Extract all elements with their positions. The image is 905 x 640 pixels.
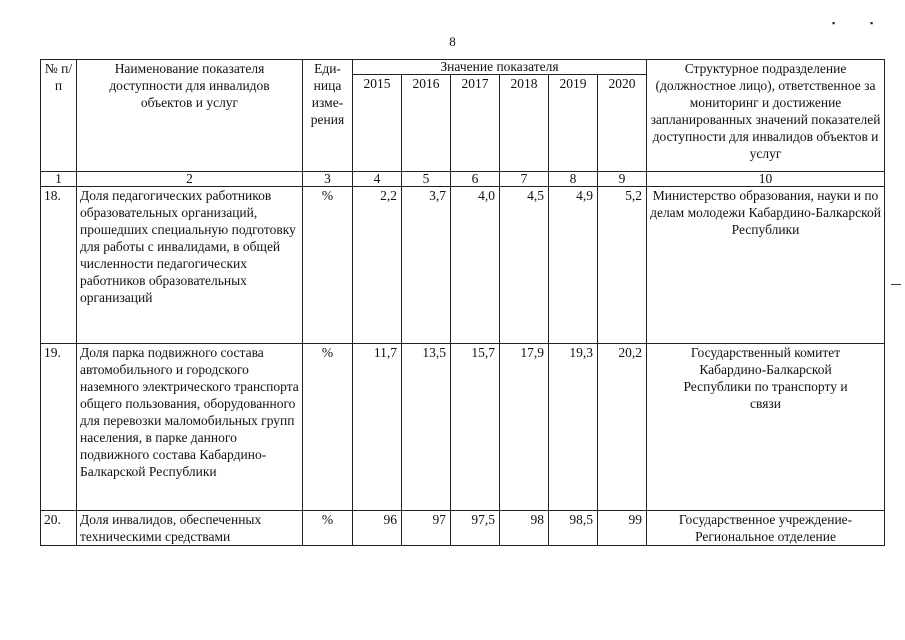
scan-speck-mark: ▪	[832, 18, 836, 28]
row-unit-cell: %	[303, 187, 353, 344]
row-value-cell: 13,5	[402, 344, 451, 511]
column-number-row	[41, 172, 885, 187]
row-value-cell: 17,9	[500, 344, 549, 511]
row-value-cell: 2,2	[353, 187, 402, 344]
column-number-cell: 5	[402, 172, 451, 187]
row-num-cell: 19.	[41, 344, 77, 511]
header-responsible-cell: Структурное подразделение (должностное лицо), ответственное за мониторинг и достижение запланированных значений показателей доступности для инвалидов объектов и услуг	[647, 60, 885, 172]
column-number-cell: 2	[77, 172, 303, 187]
row-value-cell: 15,7	[451, 344, 500, 511]
header-unit-line: изме-	[311, 95, 344, 110]
margin-dash-mark	[891, 284, 901, 285]
row-responsible-cell: Государственное учреждение-Региональное отделение	[647, 511, 885, 546]
row-value-cell: 4,5	[500, 187, 549, 344]
header-year-cell: 2015	[353, 75, 402, 172]
row-name-cell: Доля парка подвижного состава автомобильного и городского наземного электрического транспорта общего пользования, оборудованного для перевозки маломобильных групп населения, в парке данного подвижного состава Кабардино-Балкарской Республики	[77, 344, 303, 511]
row-num-cell: 20.	[41, 511, 77, 546]
row-name-cell: Доля инвалидов, обеспеченных техническими средствами	[77, 511, 303, 546]
row-value-cell: 11,7	[353, 344, 402, 511]
column-number-cell: 1	[41, 172, 77, 187]
row-name-cell: Доля педагогических работников образовательных организаций, прошедших специальную подготовку для работы с инвалидами, в общей численности педагогических работников образовательных организаций	[77, 187, 303, 344]
indicators-table	[40, 59, 885, 546]
header-num-cell: № п/п	[41, 60, 77, 172]
row-value-cell: 98	[500, 511, 549, 546]
row-num-cell: 18.	[41, 187, 77, 344]
column-number-cell: 7	[500, 172, 549, 187]
row-value-cell: 4,0	[451, 187, 500, 344]
row-unit-cell: %	[303, 344, 353, 511]
column-number-cell: 9	[598, 172, 647, 187]
column-number-cell: 10	[647, 172, 885, 187]
row-value-cell: 19,3	[549, 344, 598, 511]
header-year-cell: 2019	[549, 75, 598, 172]
row-value-cell: 20,2	[598, 344, 647, 511]
header-year-cell: 2017	[451, 75, 500, 172]
header-year-cell: 2018	[500, 75, 549, 172]
row-value-cell: 5,2	[598, 187, 647, 344]
header-unit-line: ница	[313, 78, 342, 93]
row-value-cell: 3,7	[402, 187, 451, 344]
row-value-cell: 97	[402, 511, 451, 546]
row-unit-cell: %	[303, 511, 353, 546]
header-name-cell: Наименование показателя доступности для инвалидов объектов и услуг	[77, 60, 303, 172]
header-unit-cell	[303, 60, 353, 172]
scan-speck-mark: ▪	[870, 18, 874, 28]
table-row	[41, 344, 885, 511]
column-number-cell: 4	[353, 172, 402, 187]
row-value-cell: 99	[598, 511, 647, 546]
header-unit-line: рения	[310, 112, 345, 127]
row-responsible-cell: Министерство образования, науки и по делам молодежи Кабардино-Балкарской Республики	[647, 187, 885, 344]
header-year-cell: 2020	[598, 75, 647, 172]
row-value-cell: 97,5	[451, 511, 500, 546]
table-row	[41, 187, 885, 344]
row-responsible-cell: Государственный комитет Кабардино-Балкарской Республики по транспорту и связи	[647, 344, 885, 511]
column-number-cell: 8	[549, 172, 598, 187]
column-number-cell: 6	[451, 172, 500, 187]
table-header-row	[41, 60, 885, 75]
header-value-group-cell: Значение показателя	[353, 60, 647, 75]
header-year-cell: 2016	[402, 75, 451, 172]
row-value-cell: 96	[353, 511, 402, 546]
header-unit-line: Еди-	[314, 61, 341, 76]
column-number-cell: 3	[303, 172, 353, 187]
page-number: 8	[449, 34, 456, 49]
row-value-cell: 4,9	[549, 187, 598, 344]
table-row	[41, 511, 885, 546]
row-value-cell: 98,5	[549, 511, 598, 546]
